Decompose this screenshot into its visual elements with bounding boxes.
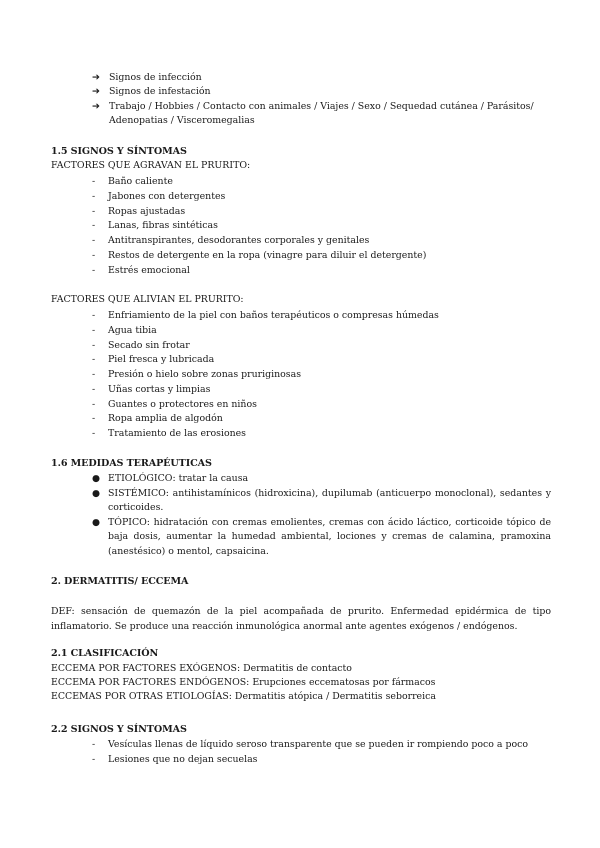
- list-item: ● SISTÉMICO: antihistamínicos (hidroxicina), dupilumab (anticuerpo monoclonal), sedantes y corticoides.: [92, 487, 551, 514]
- list-item: - Presión o hielo sobre zonas pruriginosas: [92, 368, 562, 383]
- classification-line: ECCEMAS POR OTRAS ETIOLOGÍAS: Dermatitis atópica / Dermatitis seborreica: [51, 691, 436, 703]
- classification-line: ECCEMA POR FACTORES ENDÓGENOS: Erupciones eccematosas por fármacos: [51, 677, 436, 689]
- list-item: ➔ Trabajo / Hobbies / Contacto con animales / Viajes / Sexo / Sequedad cutánea / Parásitos/ Adenopatias / Visceromegalias: [92, 100, 534, 127]
- dash-bullet: -: [92, 383, 96, 395]
- section-heading-2: 2. DERMATITIS/ ECCEMA: [51, 576, 189, 587]
- arrow-right-icon: ➔: [92, 100, 100, 112]
- list-item: - Lesiones que no dejan secuelas: [92, 753, 562, 768]
- list-item: - Lanas, fibras sintéticas: [92, 219, 562, 234]
- dash-bullet: -: [92, 264, 96, 276]
- section-heading-1-6: 1.6 MEDIDAS TERAPÉUTICAS: [51, 458, 212, 469]
- bullet-dot: ●: [92, 473, 101, 484]
- list-item: - Agua tibia: [92, 324, 562, 339]
- dash-bullet: -: [92, 354, 96, 366]
- therapeutic-measures-list: [92, 472, 551, 560]
- dash-bullet: -: [92, 176, 96, 187]
- list-item: - Baño caliente: [92, 175, 562, 190]
- relieving-factors-list: [92, 309, 562, 442]
- section-heading-2-1: 2.1 CLASIFICACIÓN: [51, 648, 159, 659]
- list-item: ● ETIOLÓGICO: tratar la causa: [92, 472, 551, 487]
- dash-bullet: -: [92, 413, 96, 425]
- arrow-right-icon: ➔: [92, 86, 100, 98]
- dash-bullet: -: [92, 369, 96, 380]
- list-item: ➔ Signos de infestación: [92, 85, 562, 99]
- list-item: - Vesículas llenas de líquido seroso transparente que se pueden ir rompiendo poco a poco: [92, 738, 562, 753]
- list-item: - Guantes o protectores en niños: [92, 398, 562, 413]
- list-item: - Piel fresca y lubricada: [92, 353, 562, 368]
- dash-bullet: -: [92, 205, 96, 217]
- dash-bullet: -: [92, 428, 96, 439]
- bullet-dot: ●: [92, 487, 101, 499]
- list-item: - Antitranspirantes, desodorantes corporales y genitales: [92, 234, 562, 249]
- section-heading-2-2: 2.2 SIGNOS Y SÍNTOMAS: [51, 724, 187, 735]
- aggravating-factors-list: [92, 175, 562, 278]
- relieving-factors-title: FACTORES QUE ALIVIAN EL PRURITO:: [51, 294, 244, 305]
- list-item: - Tratamiento de las erosiones: [92, 427, 562, 442]
- list-item: - Restos de detergente en la ropa (vinagre para diluir el detergente): [92, 249, 562, 264]
- section-heading-1-5: 1.5 SIGNOS Y SÍNTOMAS: [51, 146, 187, 157]
- definition-paragraph: DEF: sensación de quemazón de la piel acompañada de prurito. Enfermedad epidérmica de tipo inflamatorio. Se produce una reacción inmunológica anormal ante agentes exógenos / endógenos.: [51, 606, 551, 632]
- dash-bullet: -: [92, 235, 96, 246]
- list-item: - Secado sin frotar: [92, 339, 562, 354]
- dash-bullet: -: [92, 220, 96, 232]
- dash-bullet: -: [92, 310, 96, 321]
- dash-bullet: -: [92, 398, 96, 410]
- signs-symptoms-list: [92, 738, 562, 768]
- list-item: - Jabones con detergentes: [92, 190, 562, 205]
- dash-bullet: -: [92, 249, 96, 261]
- dash-bullet: -: [92, 739, 96, 750]
- list-item: - Enfriamiento de la piel con baños terapéuticos o compresas húmedas: [92, 309, 562, 324]
- list-item: - Ropa amplia de algodón: [92, 412, 562, 427]
- dash-bullet: -: [92, 324, 96, 336]
- classification-line: ECCEMA POR FACTORES EXÓGENOS: Dermatitis de contacto: [51, 663, 352, 674]
- list-item: - Ropas ajustadas: [92, 205, 562, 220]
- dash-bullet: -: [92, 190, 96, 202]
- classification-lines: [51, 662, 436, 705]
- aggravating-factors-title: FACTORES QUE AGRAVAN EL PRURITO:: [51, 160, 251, 171]
- arrow-right-icon: ➔: [92, 72, 100, 83]
- arrow-list: [92, 71, 562, 129]
- list-item: ● TÓPICO: hidratación con cremas emolientes, cremas con ácido láctico, corticoide tópico de baja dosis, aumentar la humedad ambiental, lociones y cremas de calamina, pramoxina (anestésico) o mentol, capsaicina.: [92, 516, 551, 557]
- dash-bullet: -: [92, 753, 96, 765]
- bullet-dot: ●: [92, 516, 101, 528]
- list-item: ➔ Signos de infección: [92, 71, 562, 85]
- list-item: - Estrés emocional: [92, 264, 562, 279]
- list-item: - Uñas cortas y limpias: [92, 383, 562, 398]
- dash-bullet: -: [92, 339, 96, 351]
